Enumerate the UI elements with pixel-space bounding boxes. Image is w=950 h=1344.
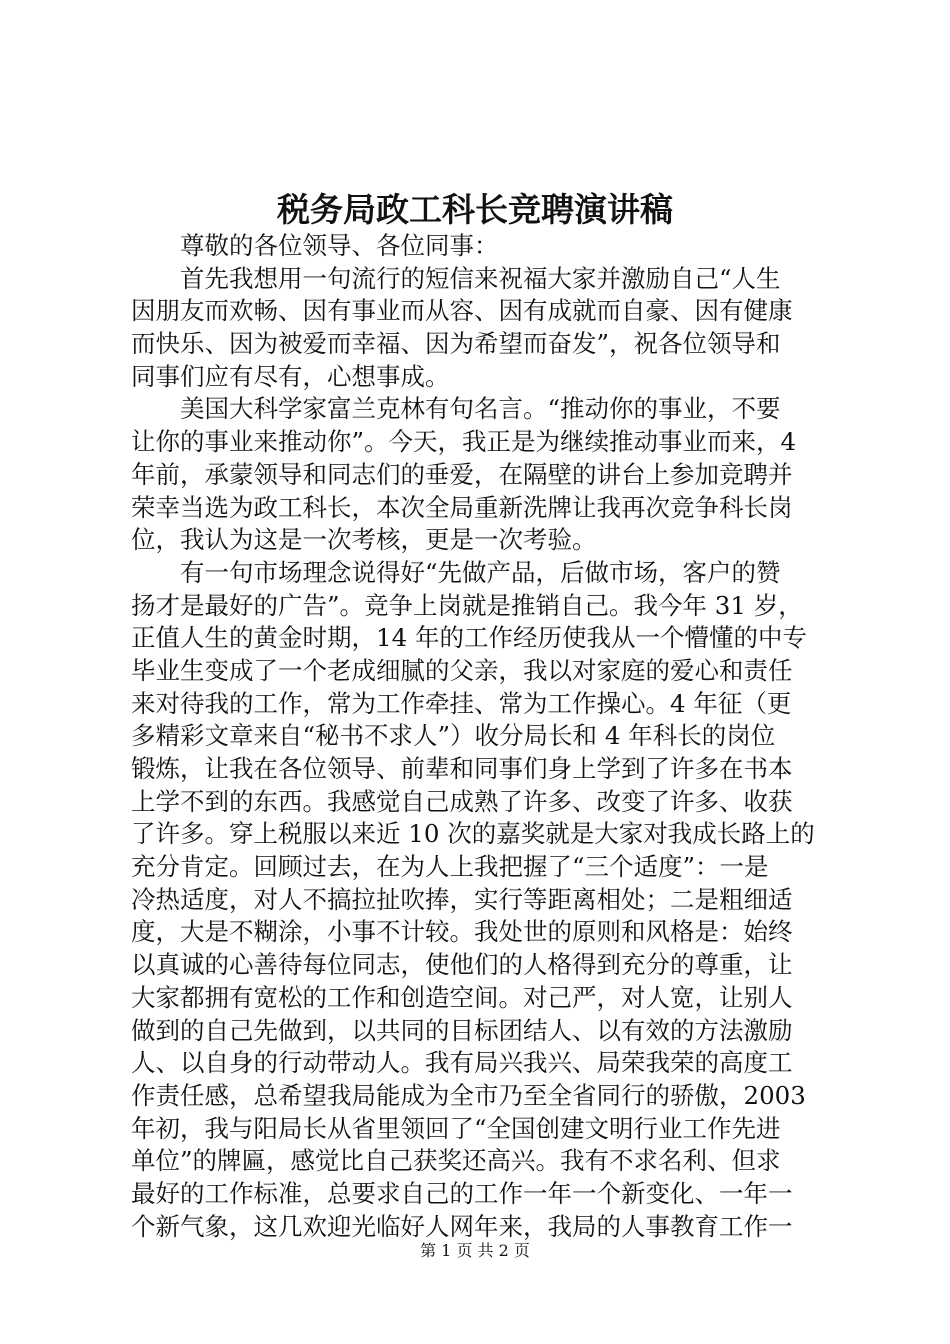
text-line: 位，我认为这是一次考核，更是一次考验。 bbox=[131, 525, 597, 555]
text-line: 年前，承蒙领导和同志们的垂爱，在隔壁的讲台上参加竞聘并 bbox=[131, 459, 793, 489]
text-line: 度，大是不糊涂，小事不计较。我处世的原则和风格是：始终 bbox=[131, 917, 793, 947]
text-line: 人、以自身的行动带动人。我有局兴我兴、局荣我荣的高度工 bbox=[131, 1048, 793, 1078]
page-number-footer: 第 1 页 共 2 页 bbox=[420, 1241, 530, 1260]
text-line: 尊敬的各位领导、各位同事： bbox=[180, 231, 499, 260]
document-body bbox=[131, 230, 821, 1243]
text-line: 荣幸当选为政工科长，本次全局重新洗牌让我再次竞争科长岗 bbox=[131, 492, 793, 522]
text-line: 而快乐、因为被爱而幸福、因为希望而奋发”，祝各位领导和 bbox=[131, 329, 781, 359]
text-line: 作责任感，总希望我局能成为全市乃至全省同行的骄傲，2003 bbox=[131, 1080, 806, 1110]
text-line: 锻炼，让我在各位领导、前辈和同事们身上学到了许多在书本 bbox=[131, 754, 793, 783]
text-line: 单位”的牌匾，感觉比自己获奖还高兴。我有不求名利、但求 bbox=[131, 1146, 781, 1176]
text-line: 最好的工作标准，总要求自己的工作一年一个新变化、一年一 bbox=[131, 1178, 793, 1208]
text-line: 来对待我的工作，常为工作牵挂、常为工作操心。4 年征（更 bbox=[131, 688, 792, 718]
text-line: 充分肯定。回顾过去，在为人上我把握了“三个适度”：一是 bbox=[131, 852, 769, 882]
text-line: 个新气象，这几欢迎光临好人网年来，我局的人事教育工作一 bbox=[131, 1211, 793, 1241]
text-line: 上学不到的东西。我感觉自己成熟了许多、改变了许多、收获 bbox=[131, 786, 793, 816]
text-line: 年初，我与阳局长从省里领回了“全国创建文明行业工作先进 bbox=[131, 1113, 781, 1143]
text-line: 大家都拥有宽松的工作和创造空间。对己严，对人宽，让别人 bbox=[131, 982, 793, 1012]
document-title: 税务局政工科长竞聘演讲稿 bbox=[277, 190, 673, 229]
text-line: 因朋友而欢畅、因有事业而从容、因有成就而自豪、因有健康 bbox=[131, 296, 793, 326]
text-line: 毕业生变成了一个老成细腻的父亲，我以对家庭的爱心和责任 bbox=[131, 655, 793, 685]
text-line: 冷热适度，对人不搞拉扯吹捧，实行等距离相处；二是粗细适 bbox=[131, 884, 793, 914]
text-line: 扬才是最好的广告”。竞争上岗就是推销自己。我今年 31 岁， bbox=[131, 590, 803, 620]
text-line: 首先我想用一句流行的短信来祝福大家并激励自己“人生 bbox=[180, 263, 781, 293]
text-line: 以真诚的心善待每位同志，使他们的人格得到充分的尊重，让 bbox=[131, 950, 793, 980]
text-line: 美国大科学家富兰克林有句名言。“推动你的事业，不要 bbox=[180, 394, 781, 424]
text-line: 做到的自己先做到，以共同的目标团结人、以有效的方法激励 bbox=[131, 1015, 793, 1045]
text-line: 让你的事业来推动你”。今天，我正是为继续推动事业而来，4 bbox=[131, 427, 797, 457]
text-line: 同事们应有尽有，心想事成。 bbox=[131, 361, 450, 391]
text-line: 了许多。穿上税服以来近 10 次的嘉奖就是大家对我成长路上的 bbox=[131, 819, 815, 849]
text-line: 正值人生的黄金时期，14 年的工作经历使我从一个懵懂的中专 bbox=[131, 623, 807, 653]
text-line: 多精彩文章来自“秘书不求人”）收分局长和 4 年科长的岗位 bbox=[131, 721, 776, 751]
text-line: 有一句市场理念说得好“先做产品，后做市场，客户的赞 bbox=[180, 557, 781, 587]
